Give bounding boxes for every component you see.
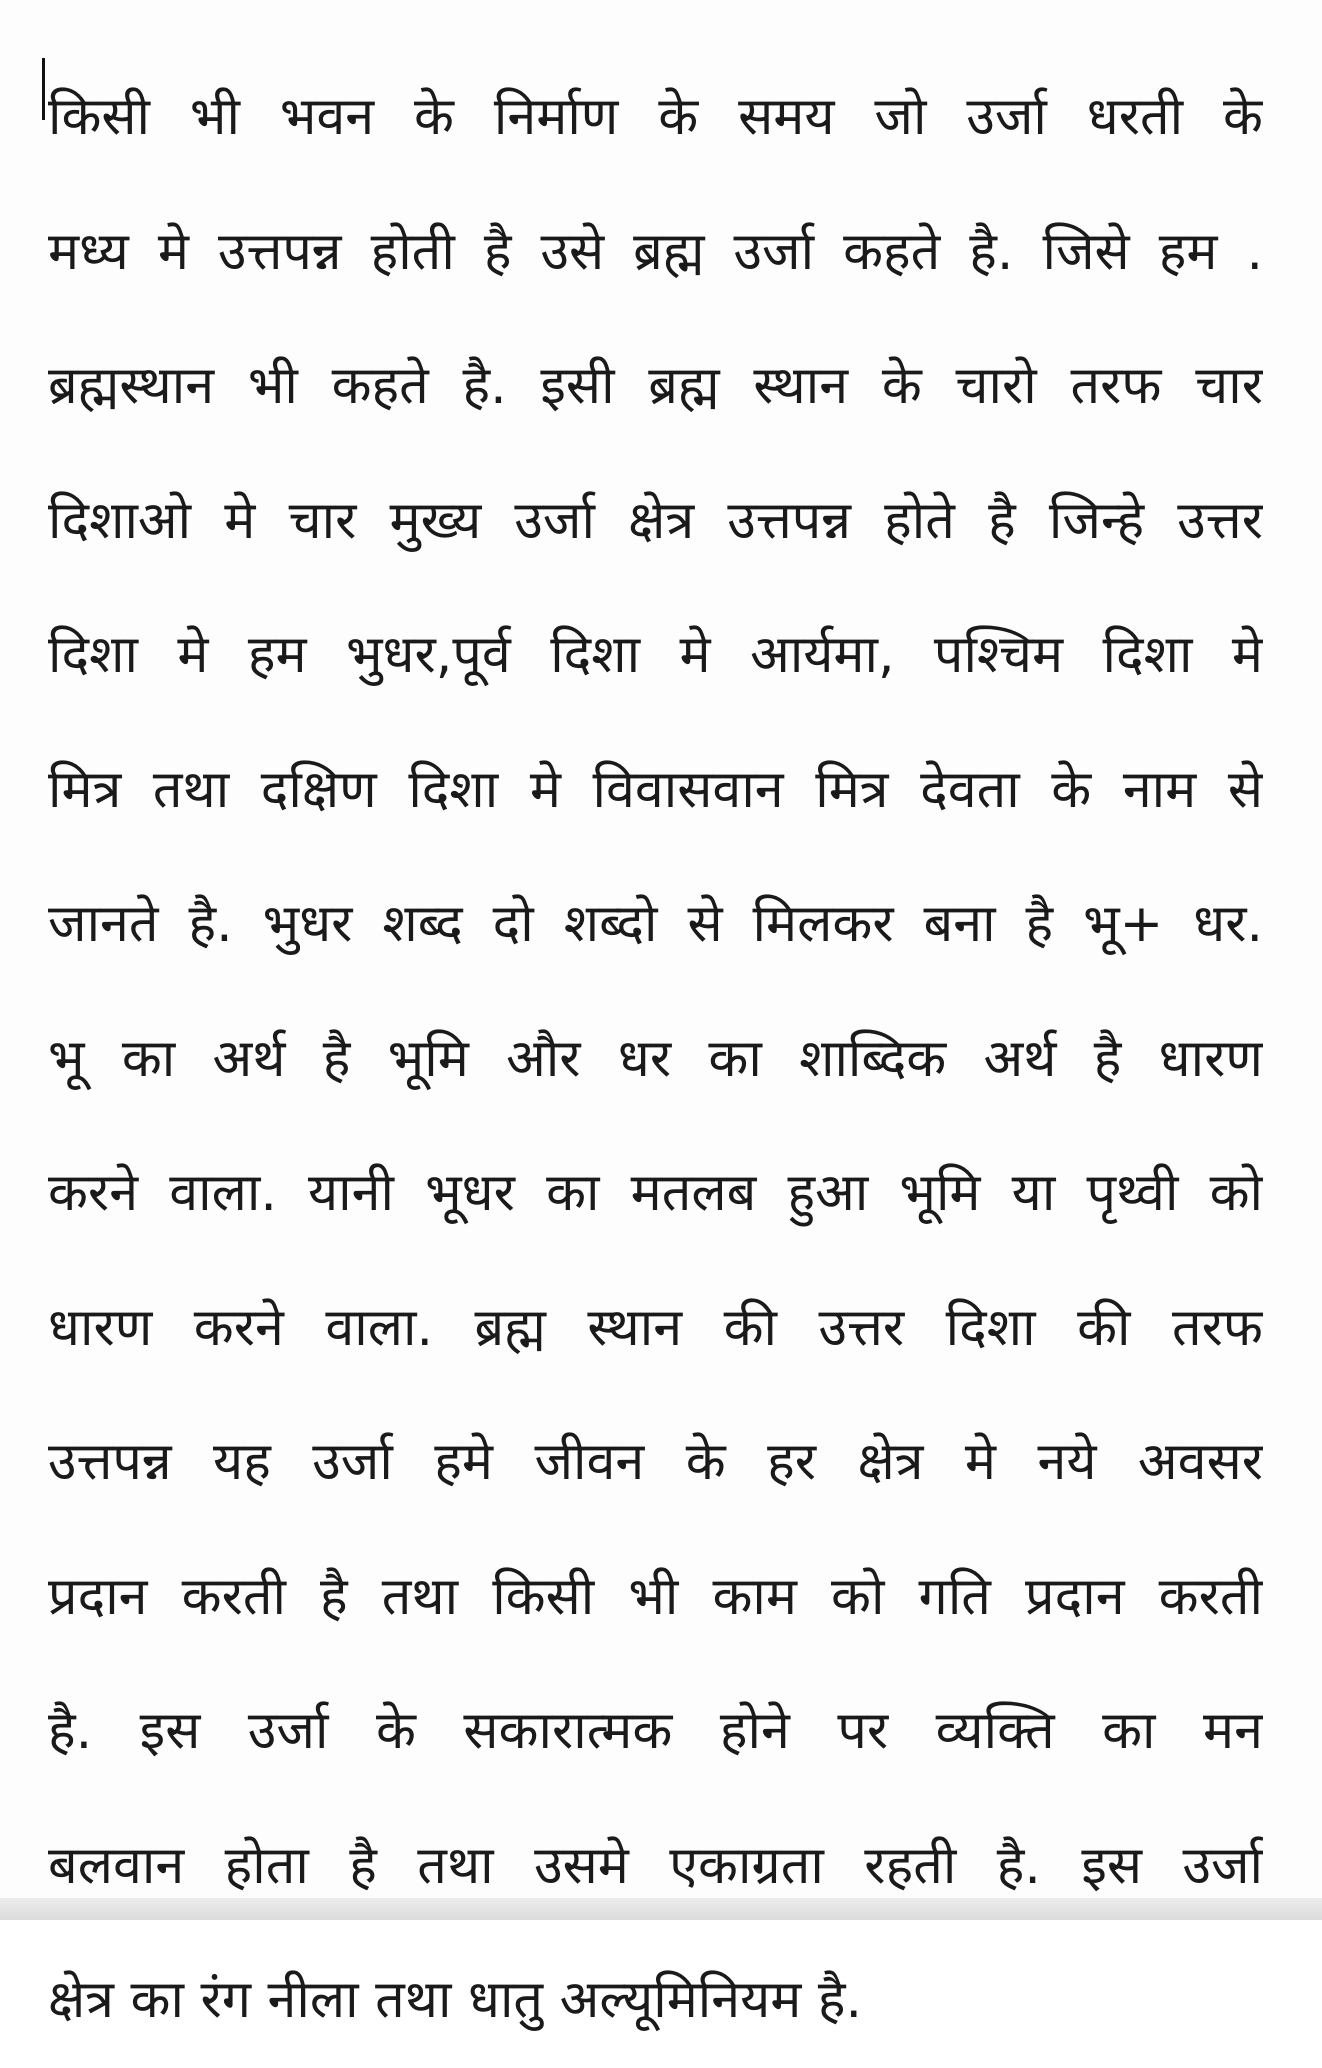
text-line-14: बलवान होता है तथा उसमे एकाग्रता रहती है. इस उर्जा — [48, 1835, 1263, 1896]
bottom-edge — [0, 1898, 1322, 1920]
text-line-7: जानते है. भुधर शब्द दो शब्दो से मिलकर बना है भू+ धर. — [48, 894, 1263, 954]
text-line-12: प्रदान करती है तथा किसी भी काम को गति प्रदान करती — [48, 1566, 1263, 1627]
text-line-8: भू का अर्थ है भूमि और धर का शाब्दिक अर्थ है धारण — [48, 1028, 1263, 1089]
text-line-9: करने वाला. यानी भूधर का मतलब हुआ भूमि या पृथ्वी को — [48, 1163, 1263, 1223]
text-cursor — [42, 58, 45, 120]
text-line-5: दिशा मे हम भुधर,पूर्व दिशा मे आर्यमा, पश्चिम दिशा मे — [48, 625, 1263, 685]
text-line-11: उत्तपन्न यह उर्जा हमे जीवन के हर क्षेत्र मे नये अवसर — [48, 1432, 1263, 1492]
text-body[interactable] — [48, 50, 1263, 2068]
text-line-6: मित्र तथा दक्षिण दिशा मे विवासवान मित्र देवता के नाम से — [48, 759, 1263, 820]
text-line-10: धारण करने वाला. ब्रह्म स्थान की उत्तर दिशा की तरफ — [48, 1297, 1263, 1358]
text-line-1: किसी भी भवन के निर्माण के समय जो उर्जा धरती के — [48, 87, 1263, 147]
text-line-15: क्षेत्र का रंग नीला तथा धातु अल्यूमिनियम है. — [48, 1970, 863, 2030]
text-line-3: ब्रह्मस्थान भी कहते है. इसी ब्रह्म स्थान के चारो तरफ चार — [48, 356, 1263, 416]
text-line-13: है. इस उर्जा के सकारात्मक होने पर व्यक्ति का मन — [48, 1701, 1263, 1761]
text-line-2: मध्य मे उत्तपन्न होती है उसे ब्रह्म उर्जा कहते है. जिसे हम . — [48, 221, 1263, 282]
text-line-4: दिशाओ मे चार मुख्य उर्जा क्षेत्र उत्तपन्न होते है जिन्हे उत्तर — [48, 490, 1263, 551]
